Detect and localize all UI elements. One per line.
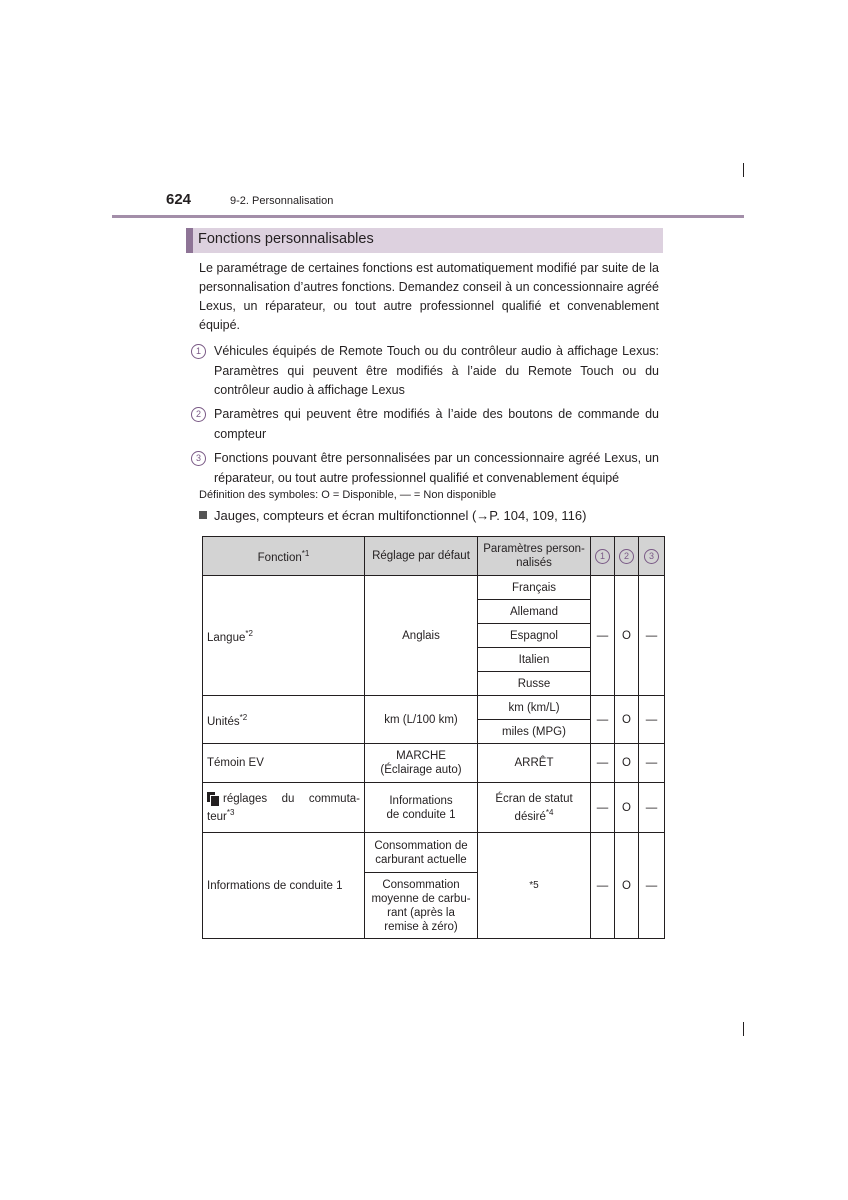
numbered-item-1	[191, 342, 659, 401]
cell-avail-1: —	[591, 833, 615, 939]
table-row-unites	[203, 696, 665, 720]
cell-option: Russe	[478, 672, 591, 696]
cell-default: Consommation moyenne de carbu-rant (après la remise à zéro)	[365, 873, 478, 939]
circled-number-3: 3	[644, 549, 659, 564]
table-subheading	[199, 508, 586, 523]
cell-fonction: Informations de conduite 1	[203, 833, 365, 939]
header-divider	[112, 215, 744, 218]
cell-avail-1: —	[591, 696, 615, 744]
cell-default: Consommation de carburant actuelle	[365, 833, 478, 873]
cell-default: km (L/100 km)	[365, 696, 478, 744]
numbered-item-2	[191, 405, 659, 444]
circled-number-2: 2	[619, 549, 634, 564]
numbered-item-text: Fonctions pouvant être personnalisées par un concessionnaire agréé Lexus, un réparateur, ou tout autre professionnel qualifié et convenablement équipé	[214, 451, 659, 485]
display-switch-icon	[207, 792, 219, 805]
circled-number-3: 3	[191, 451, 206, 466]
cell-option: Espagnol	[478, 624, 591, 648]
header-col-1	[591, 537, 615, 576]
header-col-2	[615, 537, 639, 576]
cell-default: Anglais	[365, 576, 478, 696]
cell-avail-1: —	[591, 576, 615, 696]
cell-fonction: réglages du commuta- teur$^{*3}$	[203, 783, 365, 833]
cell-option: km (km/L)	[478, 696, 591, 720]
section-breadcrumb: 9-2. Personnalisation	[230, 195, 334, 207]
cell-avail-2: O	[615, 576, 639, 696]
cell-avail-3: —	[639, 833, 665, 939]
cell-fonction: Témoin EV	[203, 744, 365, 783]
table-row-reglages	[203, 783, 665, 833]
cell-fonction: Unités$^{*2}$	[203, 696, 365, 744]
intro-paragraph: Le paramétrage de certaines fonctions est automatiquement modifié par suite de la personnalisation d’autres fonctions. Demandez conseil à un concessionnaire agréé Lexus, un réparateur, ou tout autre professionnel qualifié et convenablement équipé.	[199, 261, 659, 332]
cell-option: Écran de statut désiré$^{*4}$	[478, 783, 591, 833]
cell-default: Informations de conduite 1	[365, 783, 478, 833]
customization-table	[202, 536, 665, 939]
cell-avail-1: —	[591, 744, 615, 783]
numbered-item-3	[191, 449, 659, 488]
cell-option: miles (MPG)	[478, 720, 591, 744]
header-fonction: Fonction$^{*1}$	[203, 537, 365, 576]
page-number: 624	[166, 191, 192, 208]
cell-option: ARRÊT	[478, 744, 591, 783]
numbered-item-text: Paramètres qui peuvent être modifiés à l’aide des boutons de commande du compteur	[214, 407, 659, 441]
subheading-text: Jauges, compteurs et écran multifonctionnel (→P. 104, 109, 116)	[214, 508, 587, 523]
symbol-legend: Définition des symboles: O = Disponible, — = Non disponible	[199, 489, 497, 501]
cell-avail-3: —	[639, 783, 665, 833]
square-bullet-icon	[199, 511, 207, 519]
cell-default: MARCHE (Éclairage auto)	[365, 744, 478, 783]
cell-option: *5	[478, 833, 591, 939]
table-row-info-conduite	[203, 833, 665, 873]
cell-avail-3: —	[639, 696, 665, 744]
header-col-3	[639, 537, 665, 576]
header-reglage: Réglage par défaut	[365, 537, 478, 576]
cell-fonction: Langue$^{*2}$	[203, 576, 365, 696]
circled-number-1: 1	[191, 344, 206, 359]
cell-option: Italien	[478, 648, 591, 672]
cell-avail-2: O	[615, 783, 639, 833]
section-title: Fonctions personnalisables	[198, 231, 374, 247]
table-header-row	[203, 537, 665, 576]
cell-avail-3: —	[639, 576, 665, 696]
header-parametres: Paramètres person-nalisés	[478, 537, 591, 576]
cell-avail-2: O	[615, 696, 639, 744]
crop-mark-top	[743, 163, 744, 177]
cell-option: Allemand	[478, 600, 591, 624]
cell-option: Français	[478, 576, 591, 600]
table-row-langue	[203, 576, 665, 600]
section-title-bar	[186, 228, 663, 253]
circled-number-1: 1	[595, 549, 610, 564]
cell-avail-3: —	[639, 744, 665, 783]
cell-avail-2: O	[615, 833, 639, 939]
cell-avail-2: O	[615, 744, 639, 783]
numbered-item-text: Véhicules équipés de Remote Touch ou du contrôleur audio à affichage Lexus: Paramètres qui peuvent être modifiés à l’aide du Remote Touch ou du contrôleur audio à affichage Lexus	[214, 344, 659, 397]
table-row-temoin	[203, 744, 665, 783]
circled-number-2: 2	[191, 407, 206, 422]
cell-avail-1: —	[591, 783, 615, 833]
crop-mark-bottom	[743, 1022, 744, 1036]
